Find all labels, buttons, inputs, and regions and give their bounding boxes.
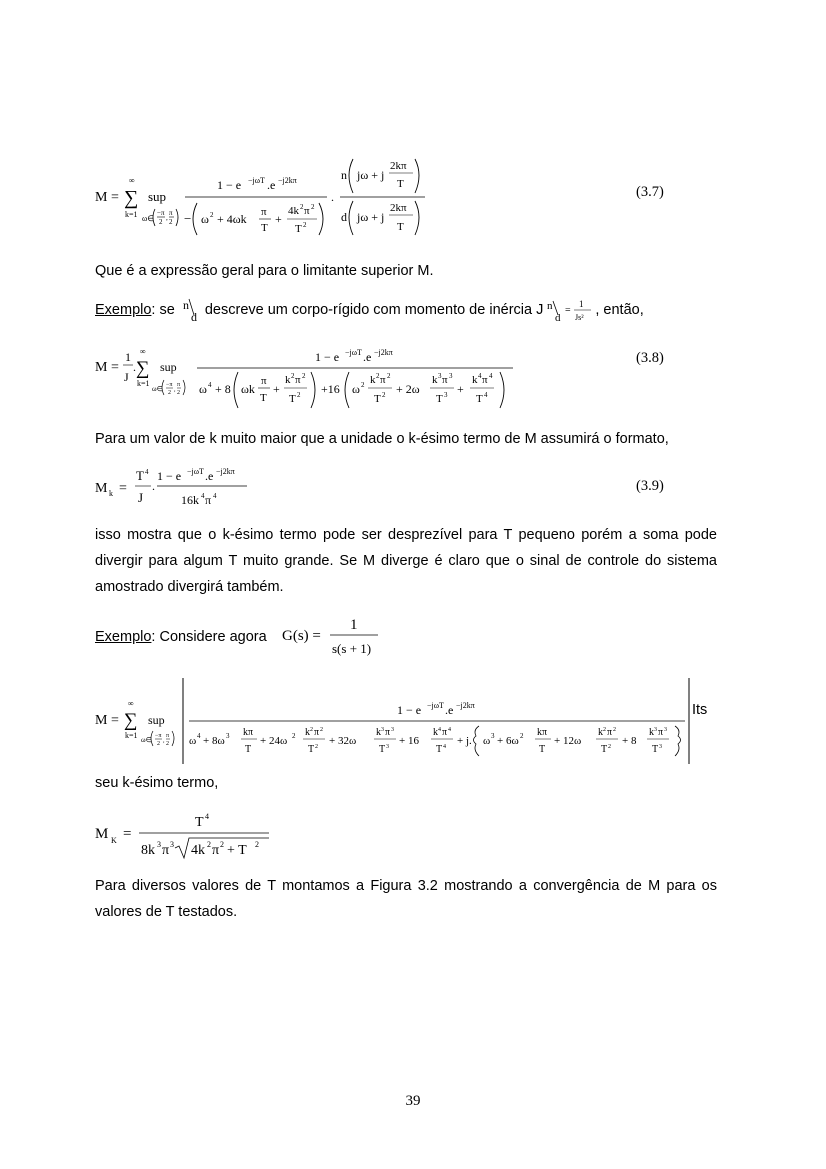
svg-text:T: T [397,221,404,233]
svg-text:T: T [436,744,443,755]
svg-text:+ 8: + 8 [215,382,231,396]
svg-text:4k: 4k [191,843,205,858]
svg-text:4: 4 [484,391,488,399]
svg-text:2: 2 [387,372,391,380]
svg-text:2: 2 [210,211,214,219]
svg-text:k: k [649,727,654,738]
svg-text:+: + [457,382,464,396]
eq38-number: (3.8) [636,350,664,366]
svg-text:π: π [212,843,220,858]
svg-text:1 − e: 1 − e [397,703,422,717]
equation-example-2 [95,676,695,766]
svg-text:T: T [308,744,315,755]
eq37-sigma: ∑ [124,187,139,209]
svg-text:π: π [166,733,170,739]
svg-text:ω: ω [201,212,209,226]
example-1-text-a: : se [151,302,175,318]
svg-text:k: k [370,374,376,386]
eq37-lhs: M = [95,190,119,205]
svg-text:4: 4 [478,372,482,380]
eq37-sum-bottom: k=1 [125,210,138,219]
svg-text:n: n [341,168,347,182]
svg-text:3: 3 [381,727,384,733]
svg-text:T: T [652,744,659,755]
svg-text:4: 4 [205,812,209,821]
svg-text:π: π [314,727,320,738]
svg-text:k: k [598,727,603,738]
svg-text:+ 6ω: + 6ω [497,735,519,747]
svg-text:3: 3 [391,727,394,733]
svg-text:π: π [607,727,613,738]
svg-text:1: 1 [579,299,584,310]
svg-text:2: 2 [613,727,616,733]
svg-text:T: T [261,222,268,234]
svg-text:π: π [442,727,448,738]
example-2-label: Exemplo [95,629,152,645]
svg-text:−π: −π [166,382,173,388]
eq37-sup-subscript [142,209,178,226]
svg-text:T: T [295,223,302,235]
svg-text:2: 2 [157,741,160,747]
paragraph-5: Para diversos valores de T montamos a Figura 3.2 mostrando a convergência de M para os valores de T testados. [95,878,717,920]
eq38-numerator [315,348,393,364]
eq41-denominator [141,838,269,858]
svg-text:2: 2 [177,390,180,396]
eq40-sup-subscript [141,731,174,747]
svg-text:jω + j: jω + j [357,210,385,224]
svg-text:2: 2 [302,372,306,380]
example-2-line [95,624,717,650]
svg-text:T: T [289,393,296,405]
svg-text:.e: .e [363,350,372,364]
svg-text:π: π [169,209,173,217]
svg-text:T: T [136,468,144,483]
svg-text:2: 2 [159,218,163,226]
svg-text:4: 4 [213,492,217,500]
svg-text:+ 8ω: + 8ω [203,735,225,747]
svg-text:4: 4 [145,468,149,476]
svg-text:.e: .e [267,178,276,192]
svg-text:2: 2 [310,727,313,733]
svg-text:3: 3 [664,727,667,733]
svg-text:−π: −π [157,209,165,217]
svg-text:.: . [133,360,136,374]
svg-text:sup: sup [148,713,165,727]
example-1-text-b: descreve um corpo-rígido com momento de inércia J [204,302,544,318]
svg-text:k: k [285,374,291,386]
svg-text:−jωT: −jωT [187,467,204,476]
svg-text:π: π [261,206,267,218]
svg-text:,: , [166,214,168,222]
svg-text:2: 2 [207,840,211,849]
page-number: 39 [405,1093,421,1109]
svg-text:π: π [658,727,664,738]
eq38-sigma: ∑ [136,358,150,379]
eq38-coef-num: 1 [125,350,131,364]
svg-text:3: 3 [438,372,442,380]
eq38-denominator [199,372,504,408]
svg-text:π: π [442,374,448,386]
svg-text:3: 3 [386,744,389,750]
svg-text:+ 16: + 16 [399,735,419,747]
svg-text:π: π [482,374,488,386]
svg-text:T: T [397,178,404,190]
svg-text:k=1: k=1 [125,731,138,740]
eq39-denominator [181,492,217,507]
svg-text:T: T [374,393,381,405]
svg-text:4k: 4k [288,205,299,217]
svg-text:s(s + 1): s(s + 1) [332,641,372,656]
svg-text:3: 3 [659,744,662,750]
svg-text:=: = [119,481,127,496]
svg-text:,: , [174,387,176,393]
eq37-main-numerator [217,176,297,192]
svg-text:∑: ∑ [124,710,138,731]
svg-text:1 − e: 1 − e [315,350,340,364]
svg-text:T: T [195,815,204,830]
svg-text:8k: 8k [141,843,155,858]
paragraph-3: isso mostra que o k-ésimo termo pode ser desprezível para T pequeno porém a soma pode divergir para algum T muito grande. Se M diverge é claro que o sinal de controle do sistema amostrado divergirá também. [95,527,717,595]
svg-text:kπ: kπ [243,727,254,738]
example-1-text-c: , então, [595,302,644,318]
equation-3-7 [95,155,435,243]
svg-text:d: d [555,312,561,325]
svg-text:J: J [138,490,144,505]
eq37-right-numerator [341,159,419,193]
svg-text:4: 4 [201,492,205,500]
eq39-lhs: M [95,481,108,496]
svg-text:n: n [182,298,189,313]
svg-text:.: . [152,479,155,493]
svg-text:π: π [177,382,181,388]
svg-text:ω: ω [189,735,197,747]
svg-text:−j2kπ: −j2kπ [456,701,475,710]
svg-text:1 − e: 1 − e [157,469,182,483]
svg-text:ω∈: ω∈ [142,214,155,223]
example-1-transfer-function [547,297,595,323]
eq37-sup: sup [148,189,167,204]
svg-text:−: − [184,211,192,226]
svg-text:+ 8: + 8 [622,735,637,747]
svg-text:4: 4 [208,381,212,389]
svg-text:jω + j: jω + j [357,168,385,182]
svg-text:16k: 16k [181,493,199,507]
svg-text:T: T [476,393,483,405]
svg-text:T: T [379,744,386,755]
equation-3-8 [95,343,515,411]
eq40-denominator [189,726,681,756]
svg-text:.e: .e [445,703,454,717]
svg-text:−jωT: −jωT [345,348,362,357]
svg-text:2: 2 [291,372,295,380]
eq37-main-denominator [184,203,323,235]
svg-text:ω: ω [352,382,360,396]
svg-text:G(s) =: G(s) = [282,628,321,644]
svg-text:π: π [162,843,170,858]
svg-text:4: 4 [197,732,201,740]
svg-text:2kπ: 2kπ [390,160,407,172]
svg-text:+ 32ω: + 32ω [329,735,357,747]
eq38-sup-subscript [152,380,185,396]
svg-text:k: k [376,727,381,738]
svg-text:3: 3 [226,732,230,740]
svg-text:.e: .e [205,469,214,483]
svg-text:∞: ∞ [128,699,134,708]
eq38-sup: sup [160,360,177,374]
svg-text:2kπ: 2kπ [390,202,407,214]
svg-text:2: 2 [169,218,173,226]
svg-text:+ T: + T [227,843,247,858]
eq38-lhs: M = [95,360,119,375]
svg-text:−j2kπ: −j2kπ [374,348,393,357]
svg-text:2: 2 [166,741,169,747]
paragraph-2: Para um valor de k muito maior que a unidade o k-ésimo termo de M assumirá o formato, [95,431,669,447]
svg-text:ω: ω [483,735,491,747]
example-2-text: : Considere agora [151,629,267,645]
svg-text:K: K [111,836,117,845]
svg-text:4: 4 [438,727,441,733]
eq37-sum-top: ∞ [129,176,135,185]
svg-text:2: 2 [292,732,296,740]
svg-text:+: + [275,212,282,226]
svg-text:2: 2 [168,390,171,396]
paragraph-1: Que é a expressão geral para o limitante superior M. [95,263,434,279]
svg-text:+: + [273,382,280,396]
svg-text:k=1: k=1 [137,379,150,388]
eq39-number: (3.9) [636,478,664,494]
svg-text:ω∈: ω∈ [152,385,163,393]
eq37-number: (3.7) [636,184,664,200]
svg-text:Js²: Js² [575,313,584,323]
equation-mk [95,808,275,862]
svg-text:+ 24ω: + 24ω [260,735,288,747]
svg-text:2: 2 [311,203,315,211]
svg-text:ω: ω [199,382,207,396]
svg-text:−j2kπ: −j2kπ [216,467,235,476]
svg-text:,: , [163,738,165,744]
eq41-lhs: M [95,826,109,842]
svg-text:d: d [190,310,197,325]
svg-text:π: π [205,493,212,507]
svg-text:T: T [436,393,443,405]
svg-text:∞: ∞ [140,347,146,356]
svg-text:1 − e: 1 − e [217,178,242,192]
svg-text:T: T [539,744,546,755]
svg-text:ωk: ωk [241,382,255,396]
svg-text:k: k [433,727,438,738]
svg-text:n: n [547,300,553,313]
svg-text:−j2kπ: −j2kπ [278,176,297,185]
svg-text:2: 2 [220,840,224,849]
example-2-transfer-function [282,613,382,659]
example-1-label: Exemplo [95,302,152,318]
svg-text:2: 2 [376,372,380,380]
svg-text:2: 2 [255,840,259,849]
eq38-coef-den: J [124,370,129,384]
svg-text:2: 2 [361,381,365,389]
eq40-trailing-text: Its [692,702,708,718]
svg-text:3: 3 [654,727,657,733]
svg-text:1: 1 [350,617,358,633]
svg-text:2: 2 [315,744,318,750]
svg-text:4: 4 [489,372,493,380]
svg-text:+ 2ω: + 2ω [396,382,420,396]
svg-text:4: 4 [448,727,451,733]
eq40-lhs: M = [95,713,119,728]
svg-text:2: 2 [320,727,323,733]
svg-text:T: T [260,392,267,404]
svg-text:π: π [295,374,301,386]
svg-text:3: 3 [444,391,448,399]
svg-text:k: k [305,727,310,738]
svg-text:k: k [109,489,113,498]
svg-text:π: π [304,205,310,217]
svg-text:=: = [565,305,572,317]
svg-text:2: 2 [303,221,307,229]
svg-text:T: T [601,744,608,755]
eq37-right-denominator [341,201,419,235]
eq40-numerator [397,701,475,717]
svg-text:+16: +16 [321,382,340,396]
svg-text:.: . [331,190,334,204]
example-1-line [95,297,717,323]
svg-text:T: T [245,744,252,755]
svg-text:−jωT: −jωT [427,701,444,710]
svg-text:kπ: kπ [537,727,548,738]
svg-text:2: 2 [520,732,524,740]
paragraph-4: seu k-ésimo termo, [95,775,219,791]
svg-text:π: π [380,374,386,386]
svg-text:+ 12ω: + 12ω [554,735,582,747]
svg-text:+ 4ωk: + 4ωk [217,212,247,226]
svg-text:d: d [341,210,347,224]
example-1-n-over-d [179,297,201,323]
svg-text:−π: −π [155,733,162,739]
svg-text:π: π [385,727,391,738]
svg-text:3: 3 [491,732,495,740]
svg-text:2: 2 [300,203,304,211]
svg-text:2: 2 [382,391,386,399]
eq39-numerator [157,467,235,483]
svg-text:2: 2 [297,391,301,399]
svg-text:2: 2 [603,727,606,733]
svg-text:4: 4 [443,744,446,750]
svg-text:+ j.: + j. [457,735,472,747]
svg-text:ω∈: ω∈ [141,736,152,744]
svg-text:2: 2 [608,744,611,750]
equation-3-9 [95,462,265,512]
svg-text:k: k [472,374,478,386]
svg-text:3: 3 [157,840,161,849]
svg-text:k: k [432,374,438,386]
svg-text:3: 3 [170,840,174,849]
svg-text:3: 3 [449,372,453,380]
svg-text:−jωT: −jωT [248,176,265,185]
svg-text:=: = [123,826,132,842]
svg-text:π: π [261,375,267,387]
